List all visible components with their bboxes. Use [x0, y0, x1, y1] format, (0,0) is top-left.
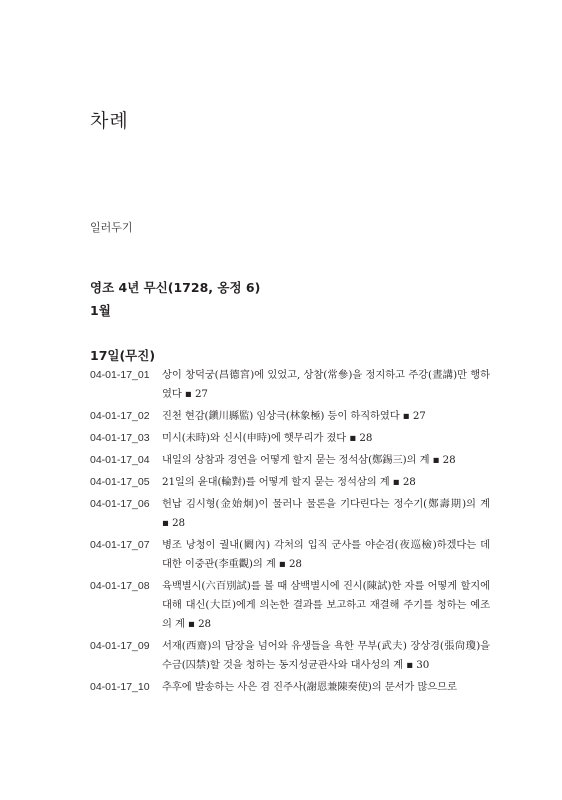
page-ref: ▪ 27	[181, 388, 208, 400]
page-title: 차례	[90, 110, 129, 132]
entry-text	[162, 536, 490, 574]
entry-title: 추후에 발송하는 사은 겸 진주사(謝恩兼陳奏使)의 문서가 많으므로	[162, 681, 457, 693]
toc-entry[interactable]	[90, 407, 490, 426]
page-number: 30	[416, 659, 430, 671]
reign-heading: 영조 4년 무신(1728, 옹정 6)	[90, 280, 261, 295]
page-ref: ▪ 28	[184, 618, 212, 630]
entry-text	[162, 495, 490, 533]
entry-text	[162, 429, 490, 448]
entry-text	[162, 451, 490, 470]
entry-title: 미시(未時)와 신시(申時)에 햇무리가 졌다	[162, 432, 347, 444]
month-heading: 1월	[90, 303, 111, 318]
page-number: 27	[412, 410, 426, 422]
page-ref: ▪ 27	[399, 410, 426, 422]
page-ref: ▪ 28	[275, 558, 302, 570]
entry-title: 내일의 상참과 경연을 어떻게 할지 묻는 정석삼(鄭錫三)의 계	[162, 454, 430, 466]
page-number: 28	[172, 517, 185, 529]
toc-entry[interactable]	[90, 577, 490, 634]
entry-text	[162, 678, 490, 697]
entry-text	[162, 637, 490, 675]
entry-code: 04-01-17_02	[90, 410, 150, 422]
page-ref: ▪ 28	[162, 517, 185, 529]
page-number: 27	[194, 388, 208, 400]
toc-entry[interactable]	[90, 451, 490, 470]
entry-text	[162, 407, 490, 426]
page-number: 28	[359, 432, 373, 444]
entry-code: 04-01-17_03	[90, 432, 150, 444]
day-heading: 17일(무진)	[90, 348, 156, 363]
entry-text	[162, 366, 490, 404]
page-ref: ▪ 28	[429, 454, 456, 466]
entry-title: 서재(西齋)의 담장을 넘어와 유생들을 욕한 무부(武夫) 장상경(張尙瓊)을 수금(囚禁)할 것을 청하는 동지성균관사와 대사성의 계	[162, 640, 490, 671]
entry-code: 04-01-17_06	[90, 498, 150, 510]
entry-code: 04-01-17_09	[90, 640, 150, 652]
notes-link[interactable]: 일러두기	[90, 221, 133, 234]
entry-text	[162, 577, 490, 634]
page-number: 28	[442, 454, 456, 466]
entry-code: 04-01-17_07	[90, 539, 150, 551]
entry-code: 04-01-17_10	[90, 681, 150, 693]
entry-code: 04-01-17_01	[90, 369, 150, 381]
entry-code: 04-01-17_08	[90, 580, 150, 592]
entry-title: 상이 창덕궁(昌德宮)에 있었고, 상참(常參)을 정지하고 주강(晝講)만 행하였다	[162, 369, 490, 400]
page-ref: ▪ 30	[403, 659, 430, 671]
page-ref: ▪ 28	[346, 432, 373, 444]
page-ref: ▪ 28	[389, 476, 416, 488]
entry-title: 병조 낭청이 궐내(闕內) 각처의 입직 군사를 야순검(夜巡檢)하겠다는 데 대한 이중관(李重觀)의 계	[162, 539, 490, 570]
entry-title: 진천 현감(鎭川縣監) 임상극(林象極) 등이 하직하였다	[162, 410, 400, 422]
entry-code: 04-01-17_04	[90, 454, 150, 466]
toc-entry[interactable]	[90, 678, 490, 697]
toc-entry[interactable]	[90, 637, 490, 675]
toc-entry[interactable]	[90, 536, 490, 574]
page-number: 28	[198, 618, 212, 630]
entry-title: 21일의 윤대(輪對)를 어떻게 할지 묻는 정석삼의 계	[162, 476, 390, 488]
page-number: 28	[288, 558, 302, 570]
page-number: 28	[402, 476, 416, 488]
entry-text	[162, 473, 490, 492]
entry-title: 헌납 김시형(金始炯)이 물러나 물론을 기다린다는 정수기(鄭壽期)의 계	[162, 498, 490, 510]
toc-entry[interactable]	[90, 366, 490, 404]
toc-entry-list	[90, 366, 490, 700]
toc-entry[interactable]	[90, 473, 490, 492]
entry-title: 육백별시(六百別試)를 볼 때 삼백별시에 진시(陳試)한 자를 어떻게 할지에 대해 대신(大臣)에게 의논한 결과를 보고하고 재결해 주기를 청하는 예조의 계	[162, 580, 490, 630]
toc-entry[interactable]	[90, 429, 490, 448]
toc-entry[interactable]	[90, 495, 490, 533]
entry-code: 04-01-17_05	[90, 476, 150, 488]
